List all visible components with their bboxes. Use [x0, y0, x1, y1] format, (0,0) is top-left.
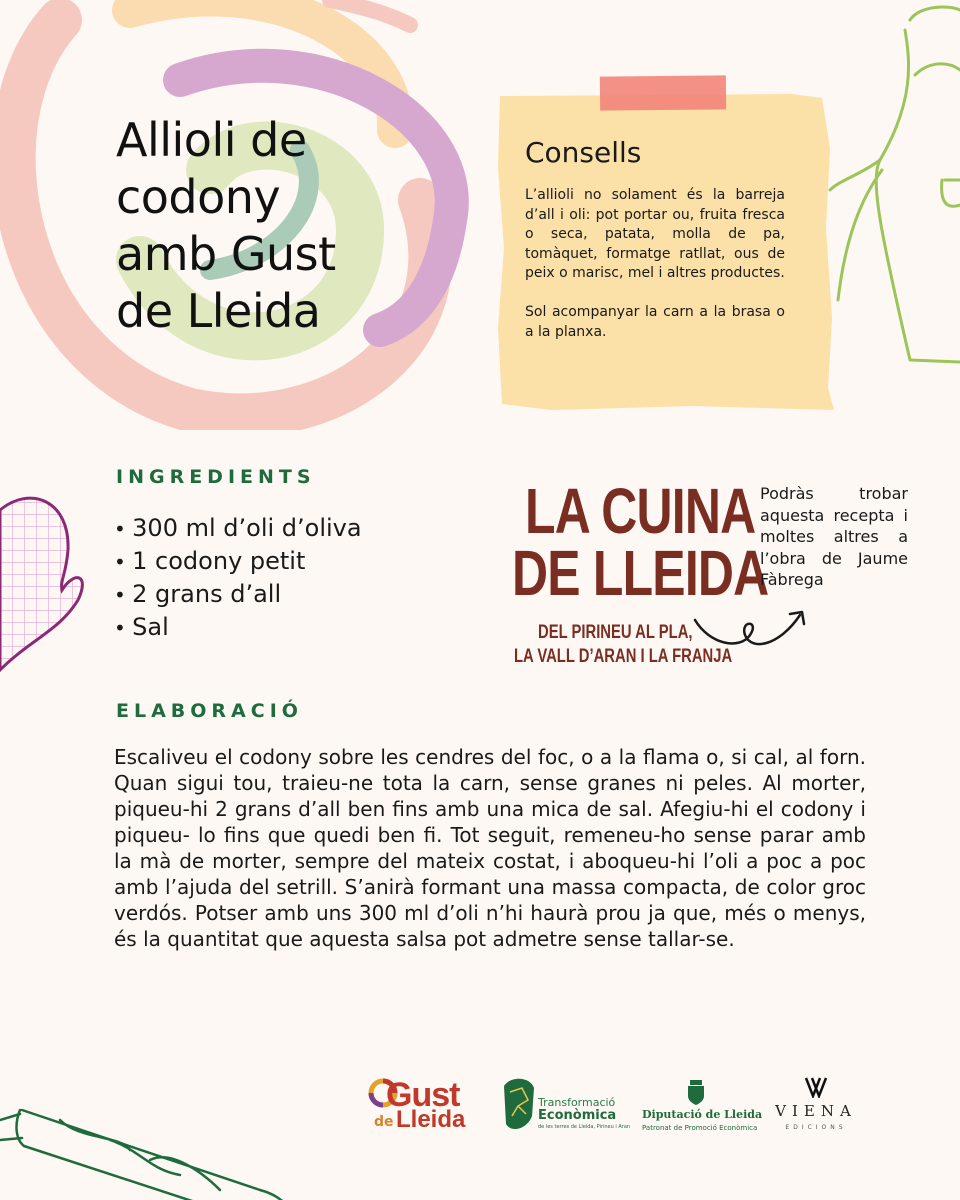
- viena-line-2: EDICIONS: [785, 1124, 847, 1131]
- tips-heading: Consells: [525, 136, 642, 169]
- viena-edicions-logo: [764, 1076, 874, 1136]
- title-line-3: amb Gust: [116, 227, 336, 281]
- ingredient-item: • 1 codony petit: [114, 545, 362, 578]
- transformacio-economica-logo: [500, 1076, 631, 1136]
- coat-of-arms-icon: [686, 1080, 706, 1106]
- diputacio-line-1: Diputació de Lleida: [642, 1108, 763, 1121]
- tips-paragraph-1: L’allioli no solament és la barreja d’all i oli: pot portar ou, fruita fresca o seca, patata, molla de pa, tomàquet, formatge ratllat, ous de peix o marisc, mel i altres productes.: [525, 187, 785, 281]
- rolling-pin-illustration: [0, 1080, 310, 1200]
- elaboration-text: Escaliveu el codony sobre les cendres del foc, o a la flama o, si cal, al forn. Quan sigui tou, traieu-ne tota la carn, sense granes ni peles. Al morter, piqueu-hi 2 grans d’all ben fins amb una mica de sal. Afegiu-hi el codony i piqueu- lo fins que quedi ben fi. Tot seguit, remeneu-ho sense parar amb la mà de morter, sempre del mateix costat, i aboqueu-hi l’oli a poc a poc amb l’ajuda del setrill. S’anirà formant una massa compacta, de color groc verdós. Potser amb uns 300 ml d’oli n’hi haurà prou ja que, més o menys, és la quantitat que aquesta salsa pot admetre sense tallar-se.: [114, 745, 866, 951]
- ingredient-item: • 300 ml d’oli d’oliva: [114, 512, 362, 545]
- book-title-line-1: LA CUINA: [525, 475, 756, 547]
- tape-strip: [600, 75, 726, 110]
- ingredients-heading: INGREDIENTS: [116, 466, 316, 488]
- apron-illustration: [820, 0, 960, 370]
- tips-paragraph-2: Sol acompanyar la carn a la brasa o a la planxa.: [525, 304, 785, 340]
- te-line-2: Econòmica: [538, 1108, 617, 1123]
- viena-monogram-icon: [804, 1076, 828, 1098]
- gust-de-lleida-logo: [368, 1076, 478, 1136]
- elaboration-heading: ELABORACIÓ: [116, 700, 303, 722]
- tips-body: [525, 186, 785, 342]
- book-note: Podràs trobar aquesta recepta i moltes altres a l’obra de Jaume Fàbrega: [760, 484, 908, 589]
- curly-arrow-icon: [690, 600, 820, 660]
- gust-de: de: [374, 1114, 394, 1130]
- oven-mitt-illustration: [0, 490, 90, 680]
- territory-map-icon: [500, 1076, 536, 1134]
- diputacio-lleida-logo: [640, 1078, 763, 1138]
- book-subtitle-2: LA VALL D’ARAN I LA FRANJA: [514, 646, 733, 667]
- te-line-3: de les terres de Lleida, Pirineu i Aran: [538, 1124, 631, 1130]
- title-line-1: Allioli de: [116, 113, 307, 167]
- book-subtitle-1: DEL PIRINEU AL PLA,: [538, 622, 693, 643]
- te-line-1: Transformació: [538, 1096, 616, 1109]
- ingredients-list: [114, 512, 362, 644]
- title-line-4: de Lleida: [116, 284, 321, 338]
- diputacio-line-2: Patronat de Promoció Econòmica: [642, 1124, 758, 1132]
- ingredient-item: • Sal: [114, 611, 362, 644]
- viena-line-1: VIENA: [775, 1102, 857, 1120]
- title-line-2: codony: [116, 170, 281, 224]
- recipe-title: [116, 112, 446, 340]
- gust-lleida: Lleida: [396, 1106, 466, 1133]
- ingredient-item: • 2 grans d’all: [114, 578, 362, 611]
- book-title-line-2: DE LLEIDA: [512, 537, 769, 609]
- gust-word: Gust: [386, 1076, 460, 1114]
